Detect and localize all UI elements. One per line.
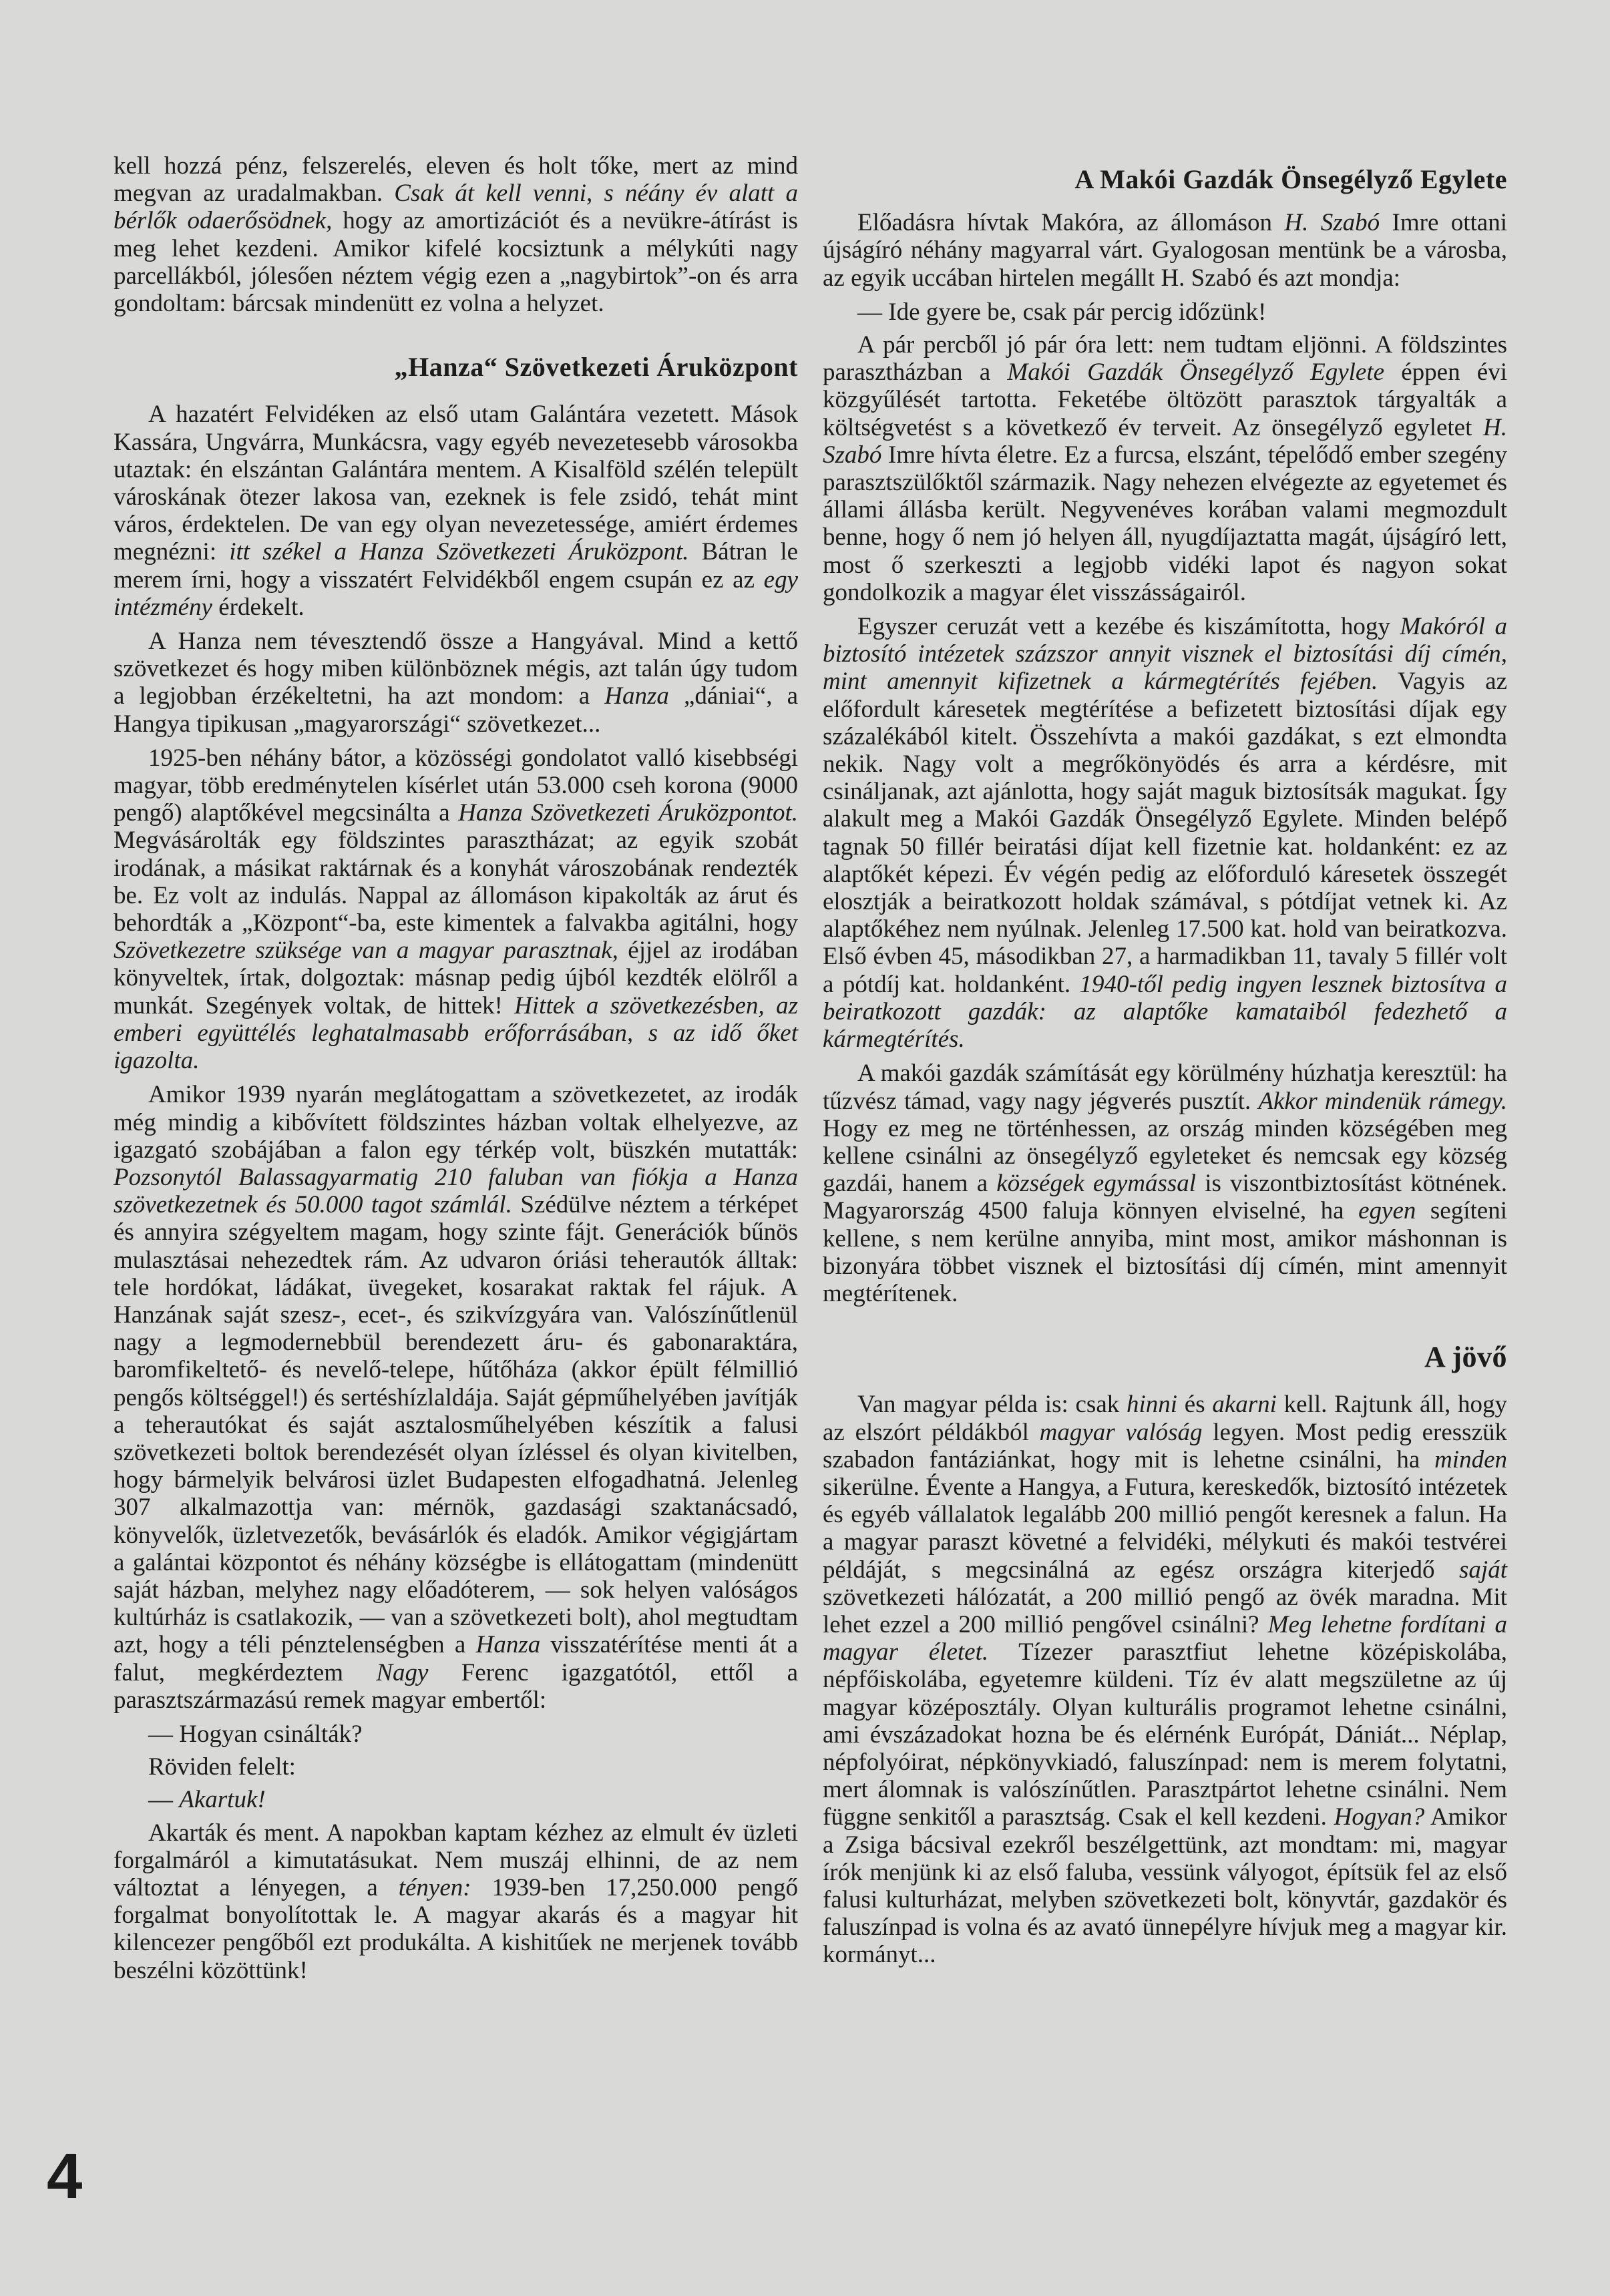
paragraph	[114, 744, 798, 1074]
section-heading	[823, 166, 1507, 193]
italic-text: Hanza	[604, 682, 669, 710]
text-run: 1925-ben néhány bátor, a közösségi gondolatot valló kisebbségi magyar, több eredménytelen kísérlet után 53.000 cseh korona (9000 pengő) alaptőkével megcsinálta a	[114, 744, 798, 827]
text-run: Szédülve néztem a térképet és annyira szégyeltem magam, hogy szinte fájt. Generációk bűnös mulasztásai nehezedtek rám. Az udvaron óriási teherautók álltak: tele hordókat, ládákat, üvegeket, kosarakat raktak fel rájuk. A Hanzának saját szesz-, ecet-, és szikvízgyára van. Valószínűtlenül nagy a legmodernebbül berendezett áru- és gabonaraktára, baromfikeltető- és nevelő-telepe, hűtőháza (akkor épült félmillió pengős költséggel!) és sertéshízlaldája. Saját gépműhelyében javítják a teherautókat és saját asztalosműhelyében készítik a falusi szövetkezeti boltok berendezését olyan ízléssel és olyan kivitelben, hogy bármelyik belvárosi üzlet Budapesten elfogadhatná. Jelenleg 307 alkalmazottja van: mérnök, gazdasági szaktanácsadó, könyvelők, üzletvezetők, bevásárlók és eladók. Amikor végigjártam a galántai központot és néhány községbe is ellátogattam (mindenütt saját házban, melyhez nagy előadóterem, — sok helyen valóságos kultúrház is csatlakozik, — van a szövetkezeti bolt), ahol megtudtam azt, hogy a téli pénztelenségben a	[114, 1191, 798, 1659]
italic-text: Csak át kell venni, s néány év alatt a bérlők odaerősödnek,	[114, 180, 798, 235]
dialogue-line	[114, 1720, 798, 1748]
text-run: Ferenc igazgatótól, ettől a parasztszármazású remek magyar embertől:	[114, 1658, 798, 1714]
paragraph	[823, 1060, 1507, 1307]
text-run: érdekelt.	[212, 593, 305, 621]
italic-text: saját	[1459, 1556, 1507, 1584]
italic-text: magyar valóság	[1039, 1418, 1203, 1446]
text-run: A pár percből jó pár óra lett: nem tudtam eljönni. A földszintes parasztházban a	[823, 331, 1507, 387]
text-run: Hogy ez meg ne történhessen, az ország minden községében meg kellene csinálni az önsegélyző egyleteket és nemcsak egy község gazdái, hanem a	[823, 1114, 1507, 1198]
text-run: is viszontbiztosítást kötnének. Magyarország 4500 faluja könnyen elviselné, ha	[823, 1170, 1507, 1225]
text-run: szövetkezeti hálózatát, a 200 millió pengő az övék maradna. Mit lehet ezzel a 200 millió pengővel csinálni?	[823, 1583, 1507, 1638]
section-heading	[114, 353, 798, 381]
text-run: Röviden felelt:	[148, 1753, 296, 1781]
text-run: éjjel az irodában könyveltek, írtak, dolgoztak: másnap pedig újból kezdték elölről a munkát. Szegények voltak, de hittek!	[114, 937, 798, 1019]
text-run: Bátran le merem írni, hogy a visszatért Felvidékből engem csupán ez az	[114, 538, 799, 594]
paragraph	[114, 1819, 798, 1984]
italic-text: itt székel a Hanza Szövetkezeti Áruközpont.	[229, 538, 689, 566]
left-column	[114, 152, 798, 1991]
text-run: A jövő	[1424, 1341, 1507, 1374]
paragraph	[823, 209, 1507, 292]
italic-text: Hittek a szövetkezésben, az emberi együttélés leghatalmasabb erőforrásában, s az idő őket igazolta.	[114, 991, 798, 1075]
page-number: 4	[47, 2140, 83, 2212]
italic-text: Nagy	[376, 1658, 429, 1686]
right-column	[823, 152, 1507, 1976]
text-run: hogy az amortizációt és a nevükre-átírást is meg lehet kezdeni. Amikor kifelé kocsiztunk a mélykúti nagy parcellákból, jólesően néztem végig ezen a „nagybirtok”-on és arra gondoltam: bárcsak mindenütt ez volna a helyzet.	[114, 207, 798, 318]
text-run: A Makói Gazdák Önsegélyző Egylete	[1074, 164, 1507, 194]
italic-text: Szövetkezetre szüksége van a magyar parasztnak,	[114, 937, 618, 965]
italic-text: H. Szabó	[1284, 209, 1380, 237]
italic-text: Hanza Szövetkezeti Áruközpontot.	[458, 799, 799, 827]
paragraph	[114, 628, 798, 738]
italic-text: községek egymással	[996, 1170, 1197, 1198]
text-run: —	[148, 1786, 180, 1814]
paragraph	[823, 331, 1507, 606]
text-run: Amikor a Zsiga bácsival ezekről beszélgettünk, azt mondtam: mi, magyar írók menjünk ki az első faluba, vessünk vályogot, építsük fel az első falusi kulturházat, melyben szövetkezeti bolt, könyvtár, gazdakör és faluszínpad is volna és az avató ünnepélyre hívjuk meg a magyar kir. kormányt...	[823, 1803, 1507, 1969]
text-run: „dániai“, a Hangya tipikusan „magyarországi“ szövetkezet...	[114, 682, 799, 738]
text-run: Amikor 1939 nyarán meglátogattam a szövetkezetet, az irodák még mindig a kibővített földszintes házban voltak elhelyezve, az igazgató szobájában a falon egy térkép volt, büszkén mutatták:	[114, 1081, 798, 1164]
italic-text: Hanza	[475, 1631, 541, 1659]
text-run: Megvásárolták egy földszintes parasztházat; az egyik szobát irodának, a másikat raktárnak és a konyhát városzobának rendezték be. Ez volt az indulás. Nappal az állomáson kipakolták az árut és behordták a „Központ“-ba, este kimentek a falvakba agitálni, hogy	[114, 827, 798, 937]
text-run: Egyszer ceruzát vett a kezébe és kiszámította, hogy	[857, 613, 1400, 641]
paragraph	[114, 1081, 798, 1714]
paragraph	[823, 613, 1507, 1053]
italic-text: Hogyan?	[1334, 1803, 1425, 1831]
text-run: sikerülne. Évente a Hangya, a Futura, kereskedők, biztosító intézetek és egyéb vállalatok legalább 200 millió pengőt keresnek a falun. Ha a magyar paraszt követné a felvidéki, mélykuti és makói testvérei példáját, s megcsinálná az egész országra kiterjedő	[823, 1473, 1507, 1584]
text-run: A hazatért Felvidéken az első utam Galántára vezetett. Mások Kassára, Ungvárra, Munkácsra, vagy egyéb nevezetesebb városokba utaztak: én elszántan Galántára mentem. A Kisalföld szélén települt városkának ötezer lakosa van, ezeknek is fele zsidó, tehát mint város, érdektelen. De van egy olyan nevezetessége, amiért érdemes megnézni:	[114, 401, 798, 566]
italic-text: akarni	[1212, 1391, 1277, 1419]
text-run: 1939-ben 17,250.000 pengő forgalmat bonyolítottak le. A magyar akarás és a magyar hit kilencezer pengőből ezt produkálta. A kishitűek ne merjenek tovább beszélni közöttünk!	[114, 1873, 798, 1984]
italic-text: Makói Gazdák Önsegélyző Egylete	[1007, 359, 1385, 387]
italic-text: Akkor mindenük rámegy.	[1258, 1087, 1507, 1115]
italic-text: Meg lehetne fordítani a magyar életet.	[823, 1610, 1508, 1666]
italic-text: Pozsonytól Balassagyarmatig 210 faluban van fiókja a Hanza szövetkezetnek és 50.000 tagot számlál.	[114, 1163, 798, 1219]
paragraph	[114, 401, 798, 621]
text-run: Előadásra hívtak Makóra, az állomáson	[857, 209, 1285, 237]
text-run: Vagyis az előfordult káresetek megtérítése a befizetett biztosítási díjak egy százalékából kitelt. Összehívta a makói gazdákat, s ezt elmondta nekik. Nagy volt a megrőkönyödés és arra a kérdésre, mit csináljanak, azt ajánlotta, hogy saját maguk biztosítsák magukat. Így alakult meg a Makói Gazdák Önsegélyző Egylete. Minden belépő tagnak 50 fillér beiratási díjat kell fizetnie kat. holdanként: ez az alaptőkét képezi. Év végén pedig az előforduló káresetek összegét elosztják a beiratkozott holdak számával, s pótdíjat vetnek ki. Az alaptőkéhez nem nyúlnak. Jelenleg 17.500 kat. hold van beiratkozva. Első évben 45, másodikban 27, a harmadikban 11, tavaly 5 fillér volt a pótdíj kat. holdanként.	[823, 668, 1507, 998]
text-run: és	[1177, 1391, 1213, 1419]
text-run: A Hanza nem tévesztendő össze a Hangyával. Mind a kettő szövetkezet és hogy miben különböznek mégis, azt talán úgy tudom a legjobban érzékeltetni, ha azt mondom: a	[114, 628, 798, 710]
text-run: A makói gazdák számítását egy körülmény húzhatja keresztül: ha tűzvész támad, vagy nagy jégverés pusztít.	[823, 1060, 1507, 1115]
text-run: Imre hívta életre. Ez a furcsa, elszánt, tépelődő ember szegény parasztszülőktől származik. Nagy nehezen elvégezte az egyetemet és állami állásba került. Negyvenéves korában valami megmozdult benne, hogy ő nem jó helyen áll, nyugdíjaztatta magát, újságíró lett, most ő szerkeszti a legjobb vidéki lapot és nagyon sokat gondolkozik a magyar élet visszásságairól.	[823, 441, 1507, 606]
text-run: segíteni kellene, s nem kerülne annyiba, mint most, amikor máshonnan is bizonyára többet visznek el biztosítási díj címén, mint amennyit megtérítenek.	[823, 1197, 1507, 1307]
italic-text: tényen:	[398, 1873, 471, 1901]
italic-text: egy intézmény	[114, 565, 798, 621]
dialogue-line	[823, 298, 1507, 326]
text-run: „Hanza“ Szövetkezeti Áruközpont	[394, 352, 798, 383]
text-run: kell hozzá pénz, felszerelés, eleven és holt tőke, mert az mind megvan az uradalmakban.	[114, 152, 798, 208]
italic-text: minden	[1434, 1445, 1507, 1473]
italic-text: H. Szabó	[823, 413, 1507, 469]
paragraph	[823, 1391, 1507, 1968]
text-run: visszatérítése menti át a falut, megkérdeztem	[114, 1631, 798, 1686]
text-run: Tízezer parasztfiut lehetne középiskolába, népfőiskolába, egyetemre küldeni. Tíz év alatt megszületne az új magyar középosztály. Olyan kulturális programot lehetne csinálni, ami évszázadokat hozna be és elérnénk Európát, Dániát... Néplap, népfolyóirat, népkönyvkiadó, faluszínpad: nem is merem folytatni, mert álomnak is valószínűtlen. Parasztpártot lehetne csinálni. Nem függne senkitől a parasztság. Csak el kell kezdeni.	[823, 1638, 1507, 1831]
italic-text: Akartuk!	[179, 1786, 266, 1814]
dialogue-line	[114, 1786, 798, 1813]
text-run: — Ide gyere be, csak pár percig időzünk!	[857, 298, 1267, 326]
text-run: legyen. Most pedig eresszük szabadon fantáziánkat, hogy mit is lehetne csinálni, ha	[823, 1418, 1508, 1473]
paragraph	[114, 152, 798, 317]
text-run: kell. Rajtunk áll, hogy az elszórt példákból	[823, 1391, 1508, 1446]
text-run: Van magyar példa is: csak	[857, 1391, 1127, 1419]
text-run: Imre ottani újságíró néhány magyarral várt. Gyalogosan mentünk be a városba, az egyik uccában hirtelen megállt H. Szabó és azt mondja:	[823, 209, 1507, 292]
italic-text: egyen	[1358, 1197, 1416, 1225]
text-run: Akarták és ment. A napokban kaptam kézhez az elmult év üzleti forgalmáról a kimutatásukat. Nem muszáj elhinni, de az nem változtat a lényegen, a	[114, 1819, 798, 1901]
italic-text: 1940-től pedig ingyen lesznek biztosítva a beiratkozott gazdák: az alaptőke kamataiból fedezhető a kármegtérítés.	[823, 970, 1507, 1054]
text-run: — Hogyan csinálták?	[148, 1720, 363, 1748]
section-heading	[823, 1341, 1507, 1374]
italic-text: Makóról a biztosító intézetek százszor annyit visznek el biztosítási díj címén, mint amennyit kifizetnek a kármegtérítés fejében.	[823, 613, 1507, 696]
text-run: éppen évi közgyűlését tartotta. Feketébe öltözött parasztok tárgyalták a költségvetést s a következő év terveit. Az önsegélyző egyletet	[823, 359, 1507, 441]
italic-text: hinni	[1126, 1391, 1178, 1419]
dialogue-line	[114, 1753, 798, 1781]
